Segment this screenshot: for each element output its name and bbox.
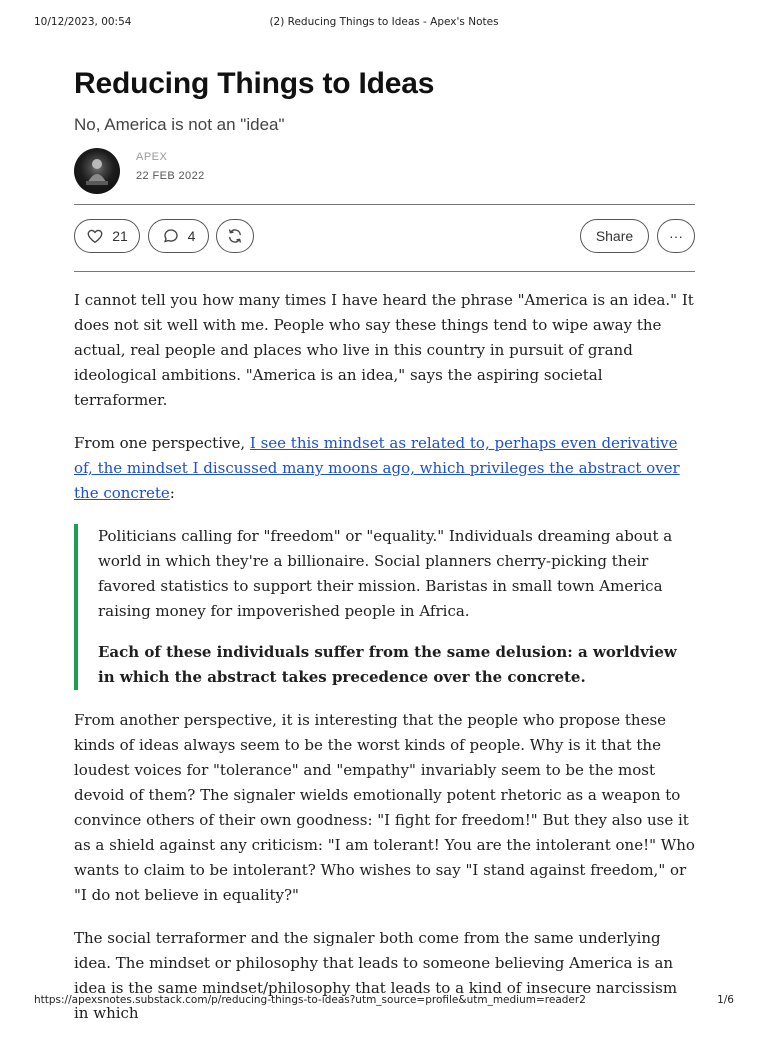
post-body	[74, 288, 695, 1026]
paragraph-1: I cannot tell you how many times I have heard the phrase "America is an idea." It does not sit well with me. People who say these things tend to wipe away the actual, real people and places who live in this country in pursuit of grand ideological ambitions. "America is an idea," says the aspiring societal terraformer.	[74, 291, 694, 409]
author-avatar[interactable]	[74, 148, 120, 194]
paragraph-2	[74, 431, 695, 506]
heart-icon	[86, 227, 104, 245]
blockquote	[74, 524, 695, 690]
like-button[interactable]	[74, 219, 140, 253]
print-datetime: 10/12/2023, 00:54	[34, 16, 132, 28]
paragraph-4: The social terraformer and the signaler both come from the same underlying idea. The mindset or philosophy that leads to someone believing America is an idea is the same mindset/philosophy that leads to a kind of insecure narcissism in which	[74, 929, 678, 1022]
post-actions	[74, 205, 695, 271]
paragraph-2-prefix: From one perspective,	[74, 434, 250, 452]
quote-paragraph-2	[98, 640, 695, 690]
print-page-indicator: 1/6	[717, 994, 734, 1006]
paragraph-3: From another perspective, it is interesting that the people who propose these kinds of ideas always seem to be the worst kinds of people. Why is it that the loudest voices for "tolerance" and "empathy" invariably seem to be the most devoid of them? The signaler wields emotionally potent rhetoric as a weapon to convince others of their own goodness: "I fight for freedom!" But they also use it as a shield against any criticism: "I am tolerant! You are the intolerant one!" Who wants to claim to be intolerant? Who wishes to say "I stand against freedom," or "I do not believe in equality?"	[74, 711, 695, 904]
paragraph-2-suffix: :	[169, 484, 175, 502]
post-title: Reducing Things to Ideas	[74, 67, 435, 100]
comment-button[interactable]	[148, 219, 209, 253]
post-date: 22 FEB 2022	[136, 170, 205, 182]
quote-bold-text: Each of these individuals suffer from the same delusion: a worldview in which the abstract takes precedence over the concrete.	[98, 643, 677, 686]
print-url: https://apexsnotes.substack.com/p/reducing-things-to-ideas?utm_source=profile&utm_medium=reader2	[34, 994, 586, 1006]
restack-icon	[226, 227, 244, 245]
print-page-title: (2) Reducing Things to Ideas - Apex's Notes	[269, 16, 499, 28]
like-count: 21	[112, 228, 128, 244]
quote-paragraph-1: Politicians calling for "freedom" or "equality." Individuals dreaming about a world in which they're a billionaire. Social planners cherry-picking their favored statistics to support their mission. Baristas in small town America raising money for impoverished people in Africa.	[98, 527, 673, 620]
restack-button[interactable]	[216, 219, 254, 253]
author-name[interactable]: APEX	[136, 151, 168, 163]
more-options-button[interactable]	[657, 219, 695, 253]
more-icon: ···	[669, 228, 683, 244]
share-button[interactable]: Share	[580, 219, 649, 253]
post-subtitle: No, America is not an "idea"	[74, 115, 285, 134]
comment-count: 4	[187, 228, 196, 244]
article	[74, 64, 695, 1044]
abstract-over-concrete-link[interactable]: I see this mindset as related to, perhaps even derivative of, the mindset I discussed many moons ago, which privileges the abstract over the concrete	[74, 434, 680, 502]
byline	[74, 148, 695, 194]
divider-bottom	[74, 271, 695, 272]
comment-icon	[162, 227, 180, 245]
